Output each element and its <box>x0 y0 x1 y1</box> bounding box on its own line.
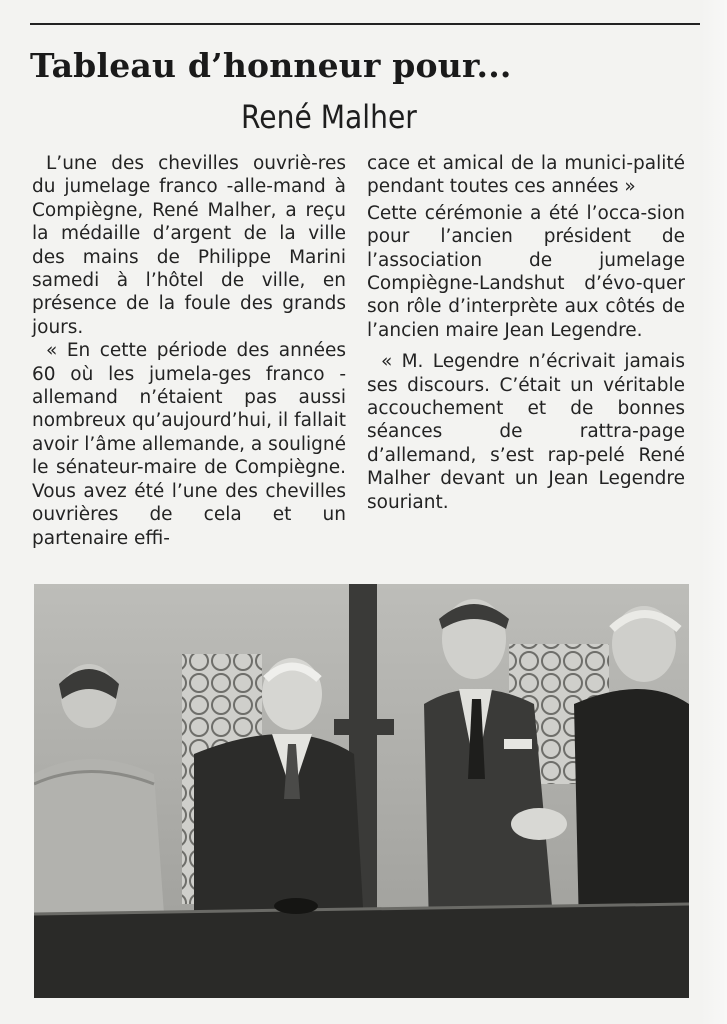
top-rule <box>30 23 700 25</box>
headline: Tableau d’honneur pour... <box>30 46 512 85</box>
paragraph: Cette cérémonie a été l’occa-sion pour l’ancien président de l’association de jumelage Compiègne-Landshut d’évo-quer son rôle d’interprète aux côtés de l’ancien maire Jean Legendre. <box>367 202 685 341</box>
paragraph: « M. Legendre n’écrivait jamais ses discours. C’était un véritable accouchement et de bonnes séances de rattra-page d’allemand, s’est rap-pelé René Malher devant un Jean Legendre souriant. <box>367 351 685 513</box>
photo-illustration <box>34 584 689 998</box>
left-column <box>32 152 346 550</box>
paragraph: cace et amical de la munici-palité pendant toutes ces années » <box>367 153 685 198</box>
paragraph: « En cette période des années 60 où les jumela-ges franco -allemand n’étaient pas aussi nombreux qu’aujourd’hui, il fallait avoir l’âme allemande, a souligné le sénateur-maire de Compiègne. Vous avez été l’une des chevilles ouvrières de cela et un partenaire effi- <box>32 340 346 549</box>
paragraph: L’une des chevilles ouvriè-res du jumelage franco -alle-mand à Compiègne, René Malher, a reçu la médaille d’argent de la ville des mains de Philippe Marini samedi à l’hôtel de ville, en présence de la foule des grands jours. <box>32 153 346 338</box>
table <box>34 898 689 998</box>
page-edge <box>701 0 727 1024</box>
ceremony-photo <box>34 584 689 998</box>
subheadline: René Malher <box>241 98 417 136</box>
right-column <box>367 152 685 514</box>
